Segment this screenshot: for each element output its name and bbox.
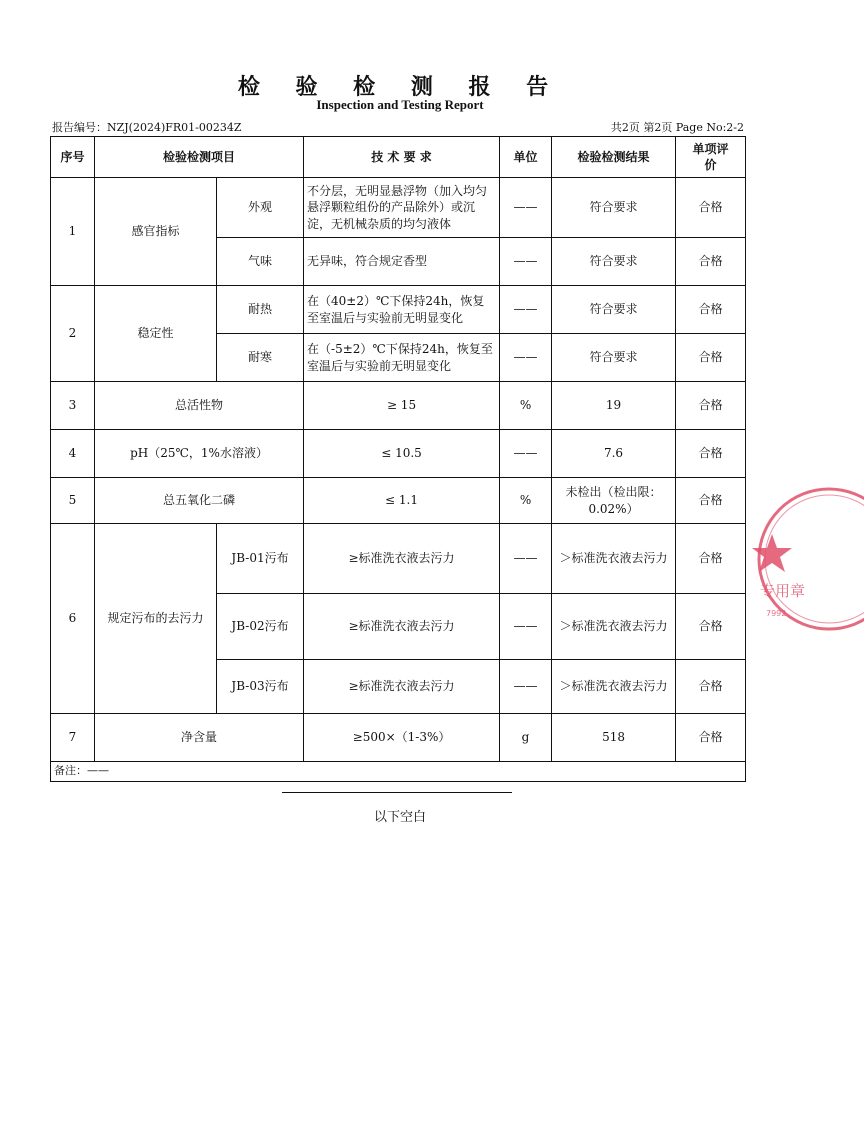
row-no: 2 — [51, 286, 95, 382]
row-item: 感官指标 — [95, 178, 217, 286]
note-row — [51, 762, 746, 782]
blank-below-text: 以下空白 — [373, 810, 426, 825]
row-requirement: 不分层，无明显悬浮物（加入均匀悬浮颗粒组份的产品除外）或沉淀，无机械杂质的均匀液体 — [304, 178, 500, 238]
row-unit: —— — [500, 238, 552, 286]
table-row — [51, 478, 746, 524]
row-requirement: ≤ 1.1 — [304, 478, 500, 524]
table-row — [51, 382, 746, 430]
row-requirement: 无异味，符合规定香型 — [304, 238, 500, 286]
row-judgement: 合格 — [676, 594, 746, 660]
row-subitem: 耐寒 — [217, 334, 304, 382]
table-row — [51, 524, 746, 594]
end-divider — [282, 792, 512, 793]
col-header-requirement: 技 术 要 求 — [304, 137, 500, 178]
row-requirement: ≥标准洗衣液去污力 — [304, 594, 500, 660]
seal-text: 专用章 — [760, 582, 806, 600]
row-result: 7.6 — [552, 430, 676, 478]
row-requirement: 在（40±2）℃下保持24h，恢复至室温后与实验前无明显变化 — [304, 286, 500, 334]
row-item: 稳定性 — [95, 286, 217, 382]
report-title: 检 验 检 测 报 告 — [237, 74, 563, 100]
inspection-table — [50, 136, 746, 782]
table-header-row — [51, 137, 746, 178]
row-no: 1 — [51, 178, 95, 286]
row-judgement: 合格 — [676, 286, 746, 334]
report-number: 报告编号：NZJ(2024)FR01-00234Z — [52, 121, 242, 134]
table-row — [51, 178, 746, 238]
row-unit: % — [500, 478, 552, 524]
row-judgement: 合格 — [676, 382, 746, 430]
row-judgement: 合格 — [676, 430, 746, 478]
row-result: 518 — [552, 714, 676, 762]
row-requirement: ≥500×（1-3%） — [304, 714, 500, 762]
row-item: 总五氧化二磷 — [95, 478, 304, 524]
seal-serial: 7992 — [766, 609, 787, 618]
row-subitem: JB-03污布 — [217, 660, 304, 714]
row-result: 19 — [552, 382, 676, 430]
row-result: ＞标准洗衣液去污力 — [552, 594, 676, 660]
col-header-judgement: 单项评价 — [676, 137, 746, 178]
row-no: 4 — [51, 430, 95, 478]
row-subitem: 气味 — [217, 238, 304, 286]
col-header-item: 检验检测项目 — [95, 137, 304, 178]
page-info: 共2页 第2页 Page No:2-2 — [610, 121, 744, 134]
table-row — [51, 714, 746, 762]
row-judgement: 合格 — [676, 524, 746, 594]
row-item: 规定污布的去污力 — [95, 524, 217, 714]
row-result: 符合要求 — [552, 238, 676, 286]
row-judgement: 合格 — [676, 660, 746, 714]
row-judgement: 合格 — [676, 334, 746, 382]
row-no: 6 — [51, 524, 95, 714]
row-requirement: ≥ 15 — [304, 382, 500, 430]
col-header-no: 序号 — [51, 137, 95, 178]
row-unit: —— — [500, 286, 552, 334]
col-header-result: 检验检测结果 — [552, 137, 676, 178]
row-subitem: 外观 — [217, 178, 304, 238]
row-no: 7 — [51, 714, 95, 762]
row-requirement: ≥标准洗衣液去污力 — [304, 524, 500, 594]
official-seal — [754, 484, 864, 634]
row-requirement: ≤ 10.5 — [304, 430, 500, 478]
row-subitem: 耐热 — [217, 286, 304, 334]
row-judgement: 合格 — [676, 478, 746, 524]
row-unit: —— — [500, 524, 552, 594]
row-result: 未检出（检出限：0.02%） — [552, 478, 676, 524]
row-unit: —— — [500, 660, 552, 714]
report-subtitle: Inspection and Testing Report — [316, 97, 484, 112]
row-result: ＞标准洗衣液去污力 — [552, 660, 676, 714]
row-no: 5 — [51, 478, 95, 524]
row-unit: —— — [500, 594, 552, 660]
row-unit: —— — [500, 334, 552, 382]
table-row — [51, 430, 746, 478]
remarks: 备注：—— — [51, 762, 746, 782]
row-result: 符合要求 — [552, 334, 676, 382]
row-unit: % — [500, 382, 552, 430]
row-requirement: ≥标准洗衣液去污力 — [304, 660, 500, 714]
row-judgement: 合格 — [676, 714, 746, 762]
row-item: 净含量 — [95, 714, 304, 762]
row-judgement: 合格 — [676, 178, 746, 238]
row-requirement: 在（-5±2）℃下保持24h，恢复至室温后与实验前无明显变化 — [304, 334, 500, 382]
row-judgement: 合格 — [676, 238, 746, 286]
col-header-unit: 单位 — [500, 137, 552, 178]
row-no: 3 — [51, 382, 95, 430]
row-unit: —— — [500, 178, 552, 238]
row-subitem: JB-01污布 — [217, 524, 304, 594]
row-subitem: JB-02污布 — [217, 594, 304, 660]
table-row — [51, 286, 746, 334]
row-result: 符合要求 — [552, 178, 676, 238]
row-result: 符合要求 — [552, 286, 676, 334]
row-result: ＞标准洗衣液去污力 — [552, 524, 676, 594]
row-item: 总活性物 — [95, 382, 304, 430]
row-item: pH（25℃，1%水溶液） — [95, 430, 304, 478]
row-unit: —— — [500, 430, 552, 478]
row-unit: g — [500, 714, 552, 762]
